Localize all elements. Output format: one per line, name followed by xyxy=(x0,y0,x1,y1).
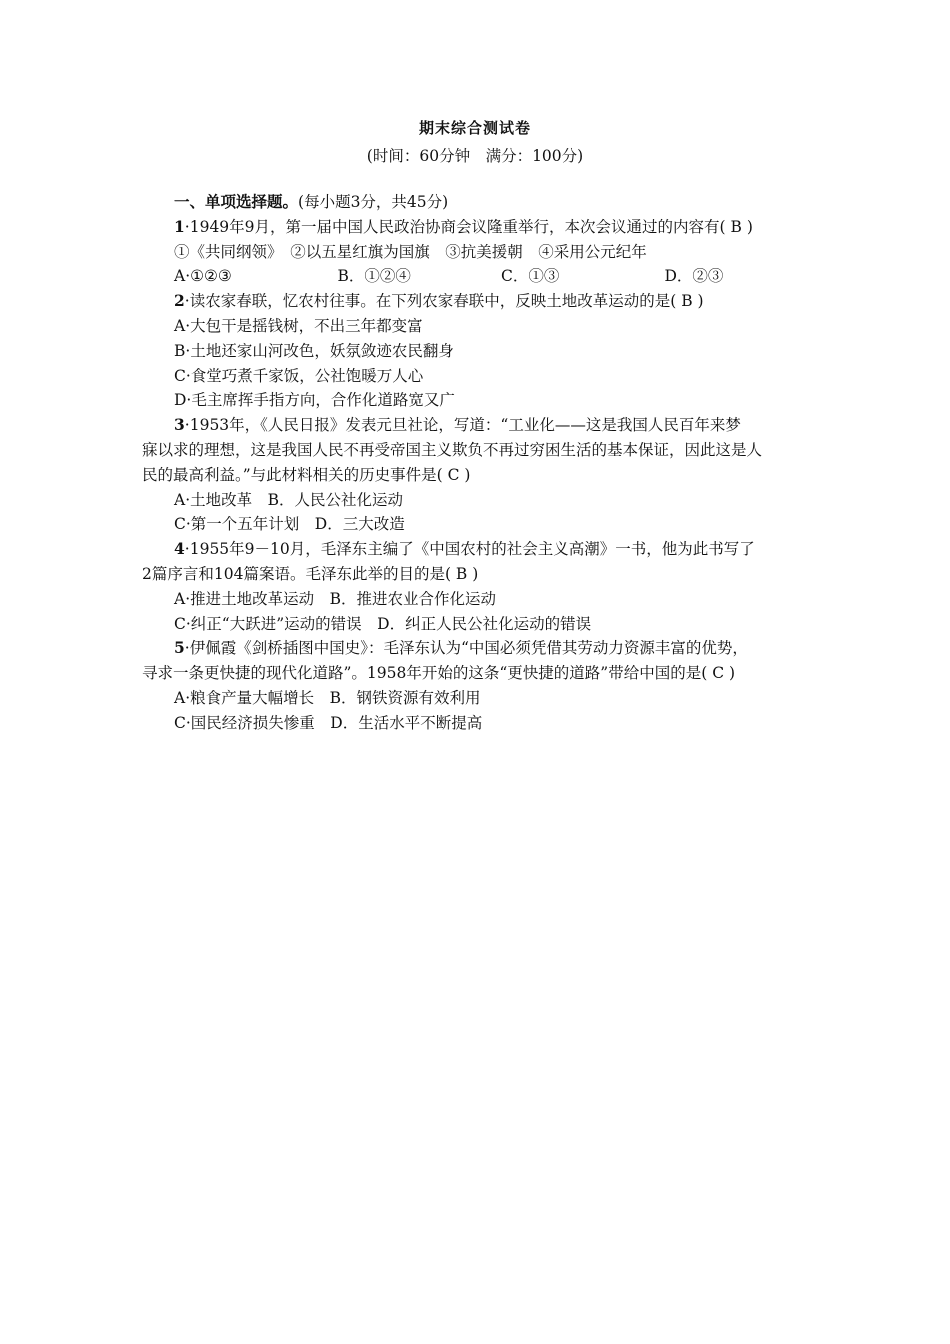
page-title: 期末综合测试卷 xyxy=(418,119,531,137)
question-number: 3 xyxy=(174,415,185,435)
question-3-stem xyxy=(142,413,828,438)
question-4-stem xyxy=(142,537,828,562)
question-2-option-b: B·土地还家山河改色，妖氛敛迹农民翻身 xyxy=(174,341,454,360)
question-number: 4 xyxy=(174,539,185,559)
question-text: ·读农家春联，忆农村往事。在下列农家春联中，反映土地改革运动的是( B ) xyxy=(184,292,704,311)
question-1-options xyxy=(142,264,828,289)
exam-info: (时间：60分钟 满分：100分) xyxy=(366,147,584,165)
question-3-options-cd: C·第一个五年计划 D．三大改造 xyxy=(174,515,405,534)
option-b: B．①②④ xyxy=(337,267,411,286)
question-text: ·1949年9月，第一届中国人民政治协商会议隆重举行，本次会议通过的内容有( B ) xyxy=(184,217,753,236)
question-1-stem xyxy=(142,215,828,240)
question-number: 2 xyxy=(174,291,185,311)
option-d: D．②③ xyxy=(664,267,724,286)
section-label: 一、单项选择题。 xyxy=(174,192,299,211)
section-note: (每小题3分，共45分) xyxy=(298,193,449,211)
question-3-stem-cont: 寐以求的理想，这是我国人民不再受帝国主义欺负不再过穷困生活的基本保证，因此这是人 xyxy=(142,440,763,459)
question-4-stem-cont: 2篇序言和104篇案语。毛泽东此举的目的是( B ) xyxy=(142,564,479,583)
question-number: 5 xyxy=(174,638,185,658)
question-number: 1 xyxy=(174,216,185,236)
question-2-option-d: D·毛主席挥手指方向，合作化道路宽又广 xyxy=(174,391,455,410)
question-3-options-ab: A·土地改革 B．人民公社化运动 xyxy=(174,490,404,509)
question-2-stem xyxy=(142,289,828,314)
question-2-option-a: A·大包干是摇钱树，不出三年都变富 xyxy=(174,316,423,335)
question-2-option-c: C·食堂巧煮千家饭，公社饱暖万人心 xyxy=(174,366,424,385)
question-5-stem-cont: 寻求一条更快捷的现代化道路”。1958年开始的这条“更快捷的道路”带给中国的是( C ) xyxy=(142,664,736,683)
question-3-stem-end: 民的最高利益。”与此材料相关的历史事件是( C ) xyxy=(142,465,471,484)
option-c: C．①③ xyxy=(501,267,560,286)
question-5-stem xyxy=(142,636,828,661)
question-5-options-cd: C·国民经济损失惨重 D．生活水平不断提高 xyxy=(174,713,483,732)
question-5-options-ab: A·粮食产量大幅增长 B．钢铁资源有效利用 xyxy=(174,688,481,707)
section-heading xyxy=(142,190,828,215)
question-text: ·1955年9－10月，毛泽东主编了《中国农村的社会主义高潮》一书，他为此书写了 xyxy=(184,540,755,559)
question-4-options-cd: C·纠正“大跃进”运动的错误 D．纠正人民公社化运动的错误 xyxy=(174,614,592,633)
question-list xyxy=(142,190,828,736)
option-a: A·①②③ xyxy=(174,267,232,286)
question-1-items: ①《共同纲领》 ②以五星红旗为国旗 ③抗美援朝 ④采用公元纪年 xyxy=(174,242,647,261)
question-4-options-ab: A·推进土地改革运动 B．推进农业合作化运动 xyxy=(174,589,497,608)
question-text: ·伊佩霞《剑桥插图中国史》：毛泽东认为“中国必须凭借其劳动力资源丰富的优势， xyxy=(184,639,748,658)
question-text: ·1953年，《人民日报》发表元旦社论，写道：“工业化——这是我国人民百年来梦 xyxy=(184,416,741,435)
